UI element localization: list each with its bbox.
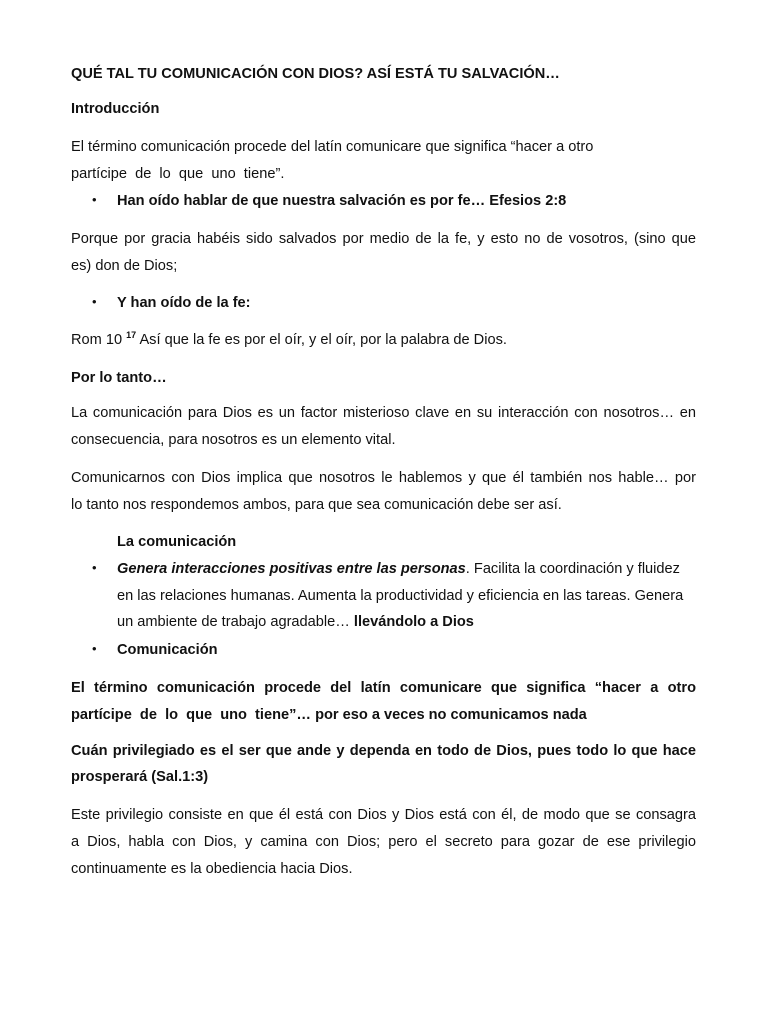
bullet-dot: • xyxy=(92,641,97,656)
bullet-dot: • xyxy=(92,192,97,207)
bullet-item xyxy=(117,559,696,579)
paragraph-line: Este privilegio consiste en que él está con Dios y Dios está con él, de modo que se consagra xyxy=(71,807,696,823)
section-heading: Por lo tanto… xyxy=(71,370,167,386)
scripture-text: Así que la fe es por el oír, y el oír, por la palabra de Dios. xyxy=(139,332,507,348)
bullet-item: Comunicación xyxy=(117,642,218,658)
bullet-item: Han oído hablar de que nuestra salvación es por fe… Efesios 2:8 xyxy=(117,193,567,209)
paragraph-line: Porque por gracia habéis sido salvados por medio de la fe, y esto no de vosotros, (sino que xyxy=(71,231,696,247)
bullet-text: un ambiente de trabajo agradable… xyxy=(117,614,354,630)
paragraph-line: La comunicación para Dios es un factor misterioso clave en su interacción con nosotros… en xyxy=(71,405,696,421)
emphasis-text: Genera interacciones positivas entre las personas xyxy=(117,561,466,577)
bullet-dot: • xyxy=(92,294,97,309)
subheading: La comunicación xyxy=(117,534,237,550)
paragraph-line: partícipe de lo que uno tiene”… por eso a veces no comunicamos nada xyxy=(71,707,587,723)
document-title: QUÉ TAL TU COMUNICACIÓN CON DIOS? ASÍ ESTÁ TU SALVACIÓN… xyxy=(71,66,560,82)
bullet-dot: • xyxy=(92,560,97,575)
paragraph-line: Cuán privilegiado es el ser que ande y dependa en todo de Dios, pues todo lo que hace xyxy=(71,743,696,759)
intro-heading: Introducción xyxy=(71,101,160,117)
paragraph-line: El término comunicación procede del latín comunicare que significa “hacer a otro xyxy=(71,680,696,696)
paragraph-line: es) don de Dios; xyxy=(71,258,178,274)
paragraph-line: Comunicarnos con Dios implica que nosotros le hablemos y que él también nos hable… por xyxy=(71,470,696,486)
bullet-text: . Facilita la coordinación y fluidez xyxy=(465,561,680,577)
scripture-ref: Rom 10 xyxy=(71,332,123,348)
scripture-line xyxy=(71,330,696,350)
paragraph-line: lo tanto nos respondemos ambos, para que sea comunicación debe ser así. xyxy=(71,497,562,513)
paragraph-line: prosperará (Sal.1:3) xyxy=(71,769,209,785)
paragraph-line: consecuencia, para nosotros es un elemento vital. xyxy=(71,432,396,448)
paragraph-line: partícipe de lo que uno tiene”. xyxy=(71,166,285,182)
paragraph-line: continuamente es la obediencia hacia Dios. xyxy=(71,861,353,877)
verse-number: 17 xyxy=(126,330,137,340)
paragraph-line: a Dios, habla con Dios, y camina con Dios; pero el secreto para gozar de ese privilegio xyxy=(71,834,696,850)
bullet-item: Y han oído de la fe: xyxy=(117,295,251,311)
bullet-continuation: en las relaciones humanas. Aumenta la productividad y eficiencia en las tareas. Genera xyxy=(117,588,684,604)
bullet-continuation xyxy=(117,612,696,632)
emphasis-text: llevándolo a Dios xyxy=(353,614,474,630)
paragraph-line: El término comunicación procede del latín comunicare que significa “hacer a otro xyxy=(71,139,594,155)
